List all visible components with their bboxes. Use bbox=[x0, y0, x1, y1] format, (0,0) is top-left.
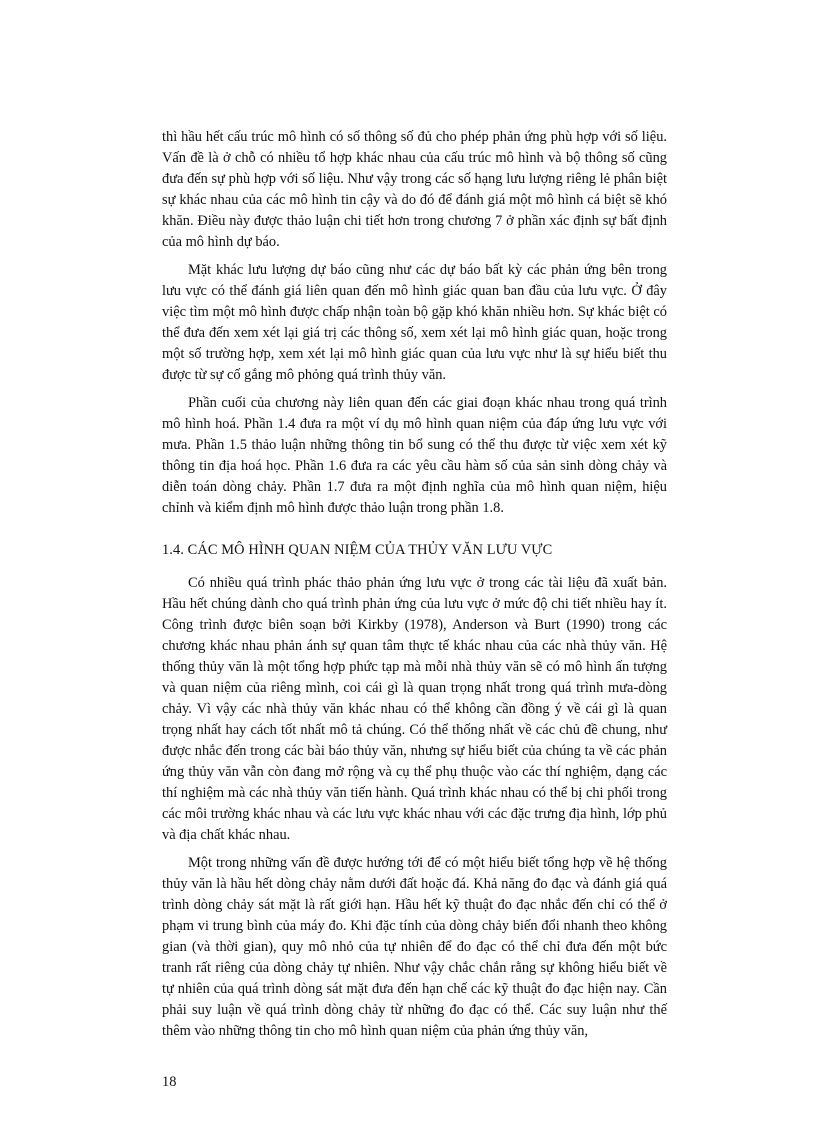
paragraph-forecast-evaluation: Mặt khác lưu lượng dự báo cũng như các dự báo bất kỳ các phản ứng bên trong lưu vực có thể đánh giá liên quan đến mô hình giác quan ban đầu của lưu vực. Ở đây việc tìm một mô hình được chấp nhận toàn bộ gặp khó khăn nhiều hơn. Sự khác biệt có thể đưa đến xem xét lại giá trị các thông số, xem xét lại mô hình giác quan, hoặc trong một số trường hợp, xem xét lại mô hình giác quan của lưu vực như là sự hiểu biết thu được từ sự cố gắng mô phỏng quá trình thủy văn. bbox=[162, 262, 667, 383]
paragraph-catchment-response: Có nhiều quá trình phác thảo phản ứng lưu vực ở trong các tài liệu đã xuất bản. Hầu hết chúng dành cho quá trình phản ứng của lưu vực ở mức độ chi tiết nhiều hay ít. Công trình được biên soạn bởi Kirkby (1978), Anderson và Burt (1990) trong các chương khác nhau phản ánh sự quan tâm thực tế khác nhau của các nhà thủy văn. Hệ thống thủy văn là một tổng hợp phức tạp mà mỗi nhà thủy văn sẽ có mô hình ấn tượng và quan niệm của riêng mình, coi cái gì là quan trọng nhất trong quá trình mưa-dòng chảy. Vì vậy các nhà thủy văn khác nhau có thể không cần đồng ý về cái gì là quan trọng nhất hay cách tốt nhất mô tả chúng. Có thể thống nhất về các chủ đề chung, như được nhắc đến trong các bài báo thủy văn, nhưng sự hiểu biết của chúng ta về các phản ứng thủy văn vẫn còn đang mở rộng và cụ thể phụ thuộc vào các thí nghiệm, dạng các thí nghiệm mà các nhà thủy văn tiến hành. Quá trình khác nhau có thể bị chi phối trong các môi trường khác nhau và các lưu vực khác nhau với các đặc trưng địa hình, lớp phủ và địa chất khác nhau. bbox=[162, 575, 667, 843]
paragraph-subsurface-flow: Một trong những vấn đề được hướng tới để có một hiểu biết tổng hợp về hệ thống thủy văn là hầu hết dòng chảy nằm dưới đất hoặc đá. Khả năng đo đạc và đánh giá quá trình dòng chảy sát mặt là rất giới hạn. Hầu hết kỹ thuật đo đạc nhắc đến chỉ có thể ở phạm vi trung bình của máy đo. Khi đặc tính của dòng chảy biến đổi nhanh theo không gian (và thời gian), quy mô nhỏ của tự nhiên để đo đạc có thể chỉ đưa đến một bức tranh rất riêng của dòng chảy tự nhiên. Như vậy chắc chắn rằng sự không hiểu biết về tự nhiên của quá trình dòng sát mặt đưa đến hạn chế các kỹ thuật đo đạc hiện nay. Cần phải suy luận về quá trình dòng chảy từ những đo đạc có thể. Các suy luận như thế thêm vào những thông tin cho mô hình quan niệm của phản ứng thủy văn, bbox=[162, 855, 667, 1039]
paragraph-continued: thì hầu hết cấu trúc mô hình có số thông số đủ cho phép phản ứng phù hợp với số liệu. Vấn đề là ở chỗ có nhiều tổ hợp khác nhau của cấu trúc mô hình và bộ thông số cũng đưa đến sự phù hợp với số liệu. Như vậy trong các số hạng lưu lượng riêng lẻ phân biệt sự khác nhau của các mô hình tin cậy và do đó để đánh giá một mô hình cá biệt sẽ khó khăn. Điều này được thảo luận chi tiết hơn trong chương 7 ở phần xác định sự bất định của mô hình dự báo. bbox=[162, 129, 667, 250]
paragraph-chapter-outline: Phần cuối của chương này liên quan đến các giai đoạn khác nhau trong quá trình mô hình hoá. Phần 1.4 đưa ra một ví dụ mô hình quan niệm của đáp ứng lưu vực với mưa. Phần 1.5 thảo luận những thông tin bổ sung có thể thu được từ việc xem xét kỹ thông tin địa hoá học. Phần 1.6 đưa ra các yêu cầu hàm số của sản sinh dòng chảy và diễn toán dòng chảy. Phần 1.7 đưa ra một định nghĩa của mô hình quan niệm, hiệu chỉnh và kiểm định mô hình được thảo luận trong phần 1.8. bbox=[162, 395, 667, 516]
page-body bbox=[162, 127, 667, 1042]
section-heading: 1.4. CÁC MÔ HÌNH QUAN NIỆM CỦA THỦY VĂN LƯU VỰC bbox=[162, 542, 553, 558]
page-number: 18 bbox=[162, 1074, 177, 1090]
